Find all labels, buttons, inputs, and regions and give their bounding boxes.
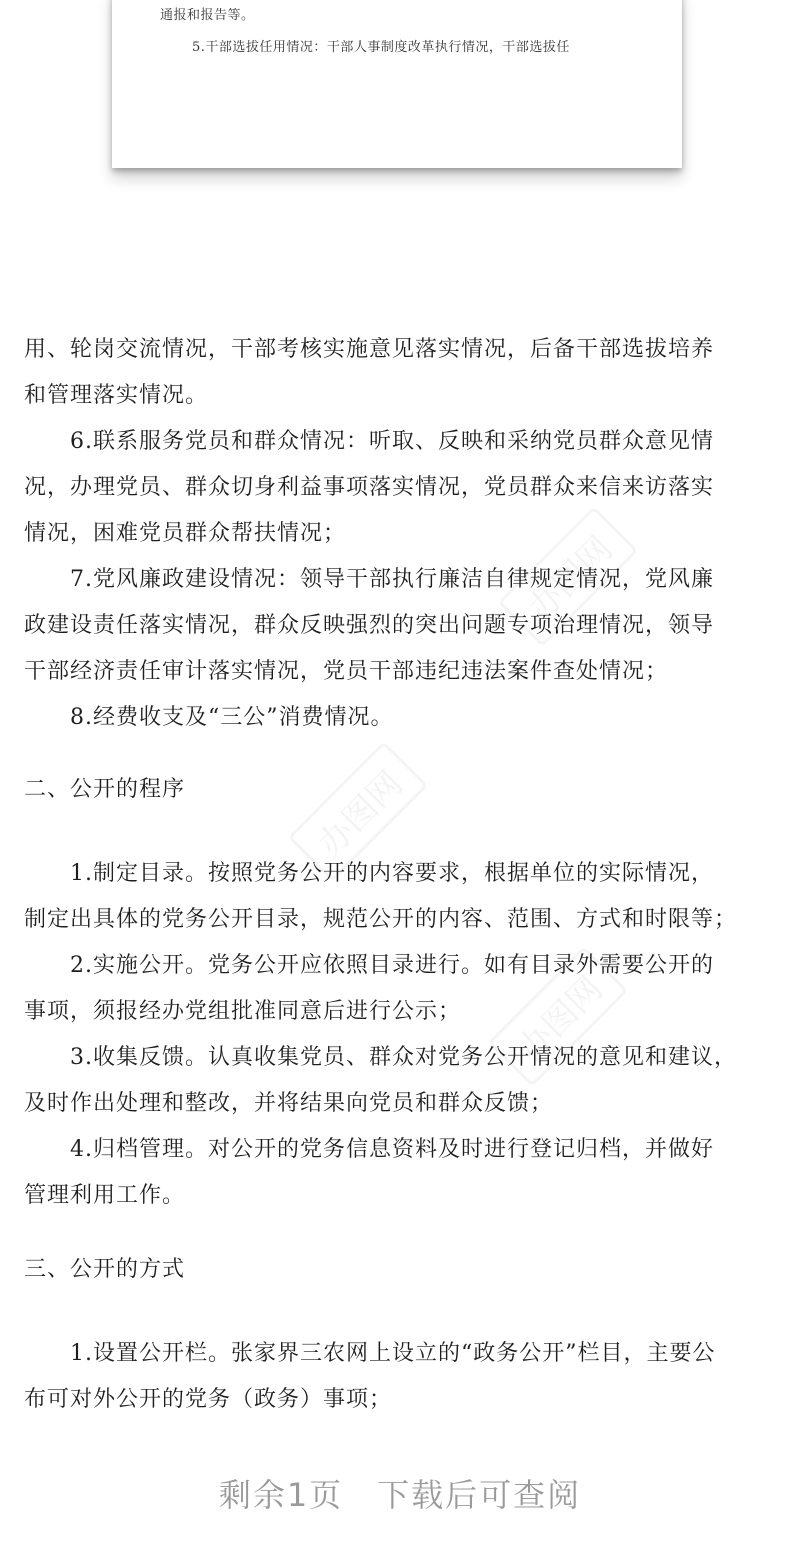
body-text-line: 用、轮岗交流情况，干部考核实施意见落实情况，后备干部选拔培养 xyxy=(24,337,715,362)
body-text-line: 2.实施公开。党务公开应依照目录进行。如有目录外需要公开的 xyxy=(70,953,714,978)
body-text-line: 4.归档管理。对公开的党务信息资料及时进行登记归档，并做好 xyxy=(70,1137,714,1162)
preview-line-1: 通报和报告等。 xyxy=(160,8,255,23)
body-text-line: 况，办理党员、群众切身利益事项落实情况，党员群众来信来访落实 xyxy=(24,475,715,500)
watermark: 办图网 xyxy=(288,741,429,882)
body-text-line: 事项，须报经办党组批准同意后进行公示； xyxy=(24,999,462,1024)
body-text-line: 1.设置公开栏。张家界三农网上设立的“政务公开”栏目，主要公 xyxy=(70,1341,716,1366)
body-text-line: 管理利用工作。 xyxy=(24,1183,186,1208)
body-text-line: 政建设责任落实情况，群众反映强烈的突出问题专项治理情况，领导 xyxy=(24,613,715,638)
watermark: 办图网 xyxy=(498,506,639,647)
body-text-line: 7.党风廉政建设情况：领导干部执行廉洁自律规定情况，党风廉 xyxy=(70,567,714,592)
body-text-line: 布可对外公开的党务（政务）事项； xyxy=(24,1387,393,1412)
body-text-line: 和管理落实情况。 xyxy=(24,383,209,408)
page-preview-card xyxy=(112,0,682,168)
body-text-line: 1.制定目录。按照党务公开的内容要求，根据单位的实际情况， xyxy=(70,861,714,886)
preview-line-2: 5.干部选拔任用情况：干部人事制度改革执行情况，干部选拔任 xyxy=(192,40,570,55)
body-text-line: 3.收集反馈。认真收集党员、群众对党务公开情况的意见和建议， xyxy=(70,1045,737,1070)
section-heading: 二、公开的程序 xyxy=(24,777,186,802)
body-text-line: 制定出具体的党务公开目录，规范公开的内容、范围、方式和时限等； xyxy=(24,907,738,932)
body-text-line: 情况，困难党员群众帮扶情况； xyxy=(24,521,347,546)
watermark: 办图网 xyxy=(488,946,629,1087)
remaining-pages-prompt[interactable]: 剩余1页 下载后可查阅 xyxy=(218,1476,582,1514)
body-text-line: 及时作出处理和整改，并将结果向党员和群众反馈； xyxy=(24,1091,554,1116)
section-heading: 三、公开的方式 xyxy=(24,1257,186,1282)
body-text-line: 8.经费收支及“三公”消费情况。 xyxy=(70,705,394,730)
body-text-line: 干部经济责任审计落实情况，党员干部违纪违法案件查处情况； xyxy=(24,659,669,684)
body-text-line: 6.联系服务党员和群众情况：听取、反映和采纳党员群众意见情 xyxy=(70,429,714,454)
